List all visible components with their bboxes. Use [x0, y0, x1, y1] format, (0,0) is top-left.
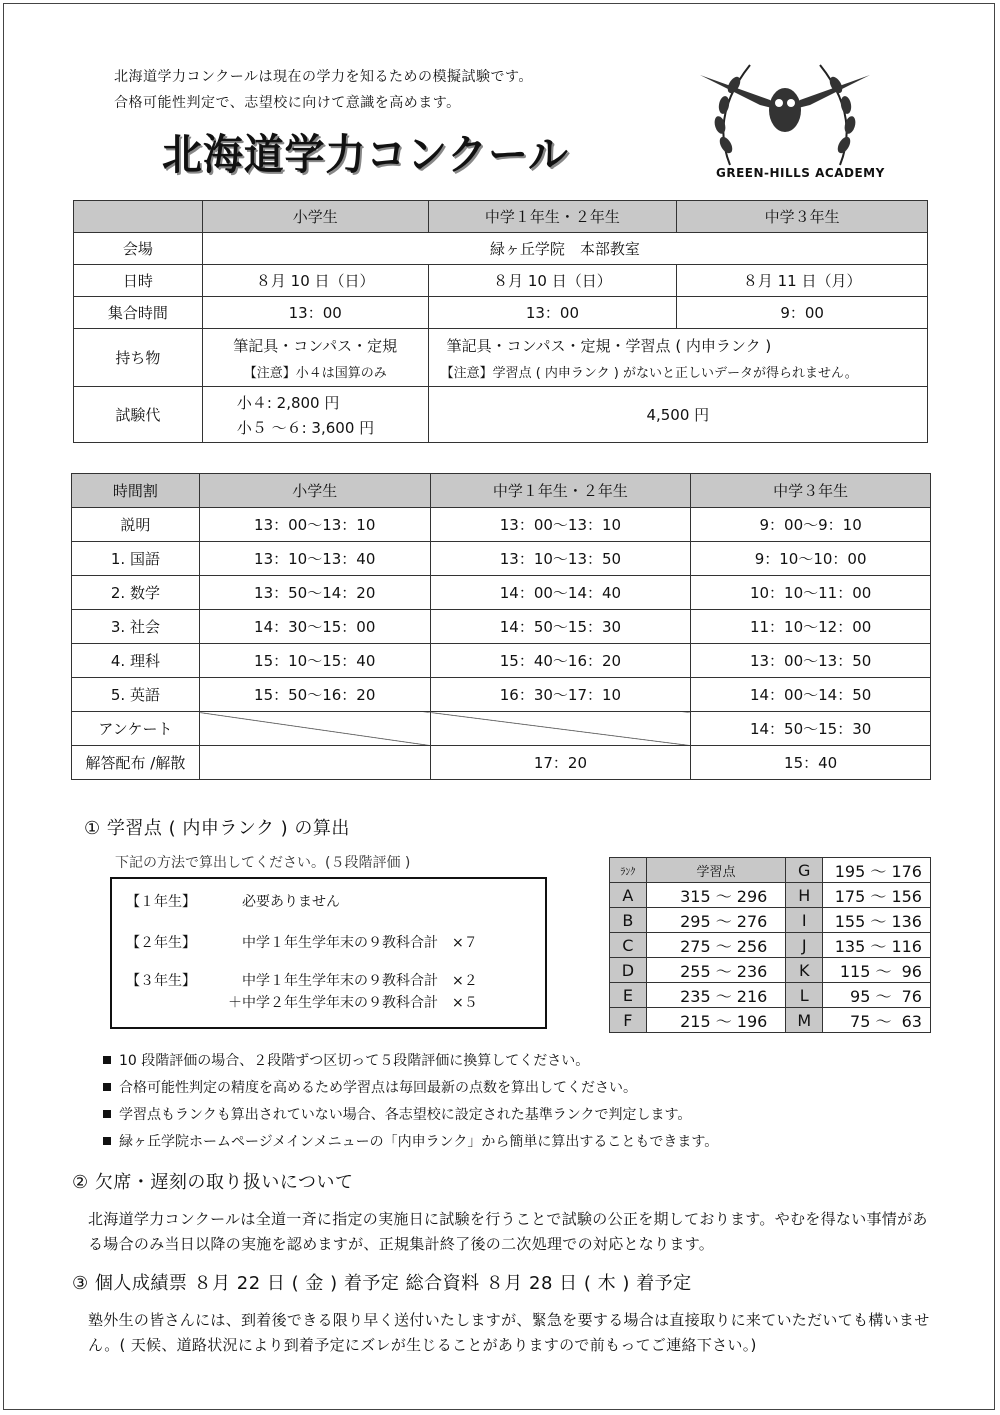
- rank-range: 155 ～ 136: [823, 908, 931, 933]
- time-cell: 9：00～9：10: [691, 508, 931, 542]
- gather-elementary: 13：00: [202, 297, 428, 329]
- date-label: 日時: [74, 265, 203, 297]
- fee-elementary-56: 小５ ～６: 3,600 円: [236, 418, 375, 437]
- timetable-header-middle12: 中学１年生・２年生: [430, 474, 691, 508]
- section2-body: 北海道学力コンクールは全道一斉に指定の実施日に試験を行うことで試験の公正を期しております。やむを得ない事情がある場合のみ当日以降の実施を認めますが、正規集計終了後の二次処理での対応となります。: [88, 1210, 928, 1253]
- grade2-label: 【２年生】: [126, 935, 196, 951]
- rank-letter: H: [786, 883, 823, 908]
- bullet-text: 10 段階評価の場合、２段階ずつ区切って５段階評価に換算してください。: [119, 1053, 590, 1069]
- rank-range: 95 ～ 76: [823, 983, 931, 1008]
- rank-letter: L: [786, 983, 823, 1008]
- items-elementary: [202, 329, 428, 387]
- rank-letter: K: [786, 958, 823, 983]
- grade3-text-2: ＋中学２年生学年末の９教科合計 ×５: [228, 995, 478, 1011]
- gather-label: 集合時間: [74, 297, 203, 329]
- info-header-elementary: 小学生: [202, 201, 428, 233]
- row-label: アンケート: [72, 712, 200, 746]
- rank-letter: M: [786, 1008, 823, 1033]
- grade3-text: 中学１年生学年末の９教科合計 ×２: [242, 973, 478, 989]
- logo-text: GREEN-HILLS ACADEMY: [716, 166, 885, 180]
- intro-line-1: 北海道学力コンクールは現在の学力を知るための模擬試験です。: [114, 69, 533, 85]
- date-middle12: ８月 10 日（日）: [428, 265, 677, 297]
- items-label: 持ち物: [74, 329, 203, 387]
- time-cell: 14：00～14：50: [691, 678, 931, 712]
- time-cell: 17：20: [430, 746, 691, 780]
- table-row: [72, 644, 931, 678]
- rank-range: 215 ～ 196: [646, 1008, 786, 1033]
- diagonal-cell: [199, 712, 430, 746]
- rank-range: 295 ～ 276: [646, 908, 786, 933]
- row-label: 4. 理科: [72, 644, 200, 678]
- grade1-label: 【１年生】: [126, 894, 196, 910]
- rank-letter: F: [610, 1008, 647, 1033]
- bullet-icon: [103, 1110, 111, 1118]
- section1-note: 下記の方法で算出してください。(５段階評価 ): [115, 855, 411, 871]
- grade1-text: 必要ありません: [242, 894, 340, 910]
- time-cell: 13：00～13：10: [199, 508, 430, 542]
- row-label: 5. 英語: [72, 678, 200, 712]
- timetable-header-label: 時間割: [72, 474, 200, 508]
- bullet-icon: [103, 1137, 111, 1145]
- time-cell: 14：50～15：30: [430, 610, 691, 644]
- grade3-label: 【３年生】: [126, 973, 196, 989]
- table-row: [72, 746, 931, 780]
- rank-range: 175 ～ 156: [823, 883, 931, 908]
- time-cell: 13：10～13：50: [430, 542, 691, 576]
- time-cell: 14：00～14：40: [430, 576, 691, 610]
- bullet-text: 学習点もランクも算出されていない場合、各志望校に設定された基準ランクで判定します。: [119, 1107, 692, 1123]
- diagonal-cell: [430, 712, 691, 746]
- section3-body: 塾外生の皆さんには、到着後できる限り早く送付いたしますが、緊急を要する場合は直接取りに来ていただいても構いません。( 天候、道路状況により到着予定にズレが生じることがありますので前もってご連絡下さい。): [88, 1311, 930, 1354]
- intro-line-2: 合格可能性判定で、志望校に向けて意識を高めます。: [114, 95, 461, 111]
- bullet-text: 緑ヶ丘学院ホームページメインメニューの「内申ランク」から簡単に算出することもできます。: [119, 1134, 719, 1150]
- points-header: 学習点: [646, 858, 786, 883]
- list-item: [103, 1131, 718, 1151]
- time-cell: 9：10～10：00: [691, 542, 931, 576]
- table-row: [72, 508, 931, 542]
- list-item: [103, 1077, 637, 1097]
- table-row: [72, 678, 931, 712]
- info-header-middle12: 中学１年生・２年生: [428, 201, 677, 233]
- rank-letter: A: [610, 883, 647, 908]
- items-middle: [428, 329, 927, 387]
- row-label: 1. 国語: [72, 542, 200, 576]
- info-table: [73, 200, 928, 443]
- time-cell: 14：30～15：00: [199, 610, 430, 644]
- items-elementary-note: 【注意】小４は国算のみ: [243, 365, 387, 381]
- row-label: 3. 社会: [72, 610, 200, 644]
- row-label: 説明: [72, 508, 200, 542]
- time-cell: 15：40: [691, 746, 931, 780]
- time-cell: 15：50～16：20: [199, 678, 430, 712]
- time-cell: 16：30～17：10: [430, 678, 691, 712]
- rank-range: 275 ～ 256: [646, 933, 786, 958]
- grade2-text: 中学１年生学年末の９教科合計 ×７: [242, 935, 478, 951]
- gather-middle12: 13：00: [428, 297, 677, 329]
- venue-label: 会場: [74, 233, 203, 265]
- rank-range: 115 ～ 96: [823, 958, 931, 983]
- table-row: [72, 542, 931, 576]
- venue-value: 緑ヶ丘学院 本部教室: [202, 233, 927, 265]
- fee-middle: 4,500 円: [428, 387, 927, 443]
- rank-range: 135 ～ 116: [823, 933, 931, 958]
- rank-range: 75 ～ 63: [823, 1008, 931, 1033]
- rank-range: 235 ～ 216: [646, 983, 786, 1008]
- time-cell: 14：50～15：30: [691, 712, 931, 746]
- page-title: 北海道学力コンクール: [162, 130, 569, 179]
- timetable-header-middle3: 中学３年生: [691, 474, 931, 508]
- time-cell: 13：00～13：10: [430, 508, 691, 542]
- rank-range: 255 ～ 236: [646, 958, 786, 983]
- list-item: [103, 1104, 691, 1124]
- info-header-middle3: 中学３年生: [677, 201, 928, 233]
- fee-label: 試験代: [74, 387, 203, 443]
- rank-letter: E: [610, 983, 647, 1008]
- bullet-icon: [103, 1056, 111, 1064]
- timetable-header-elementary: 小学生: [199, 474, 430, 508]
- table-row: [72, 712, 931, 746]
- rank-header: ﾗﾝｸ: [610, 858, 647, 883]
- items-middle-text: 筆記具・コンパス・定規・学習点 ( 内申ランク ): [446, 336, 772, 355]
- time-cell: 10：10～11：00: [691, 576, 931, 610]
- time-cell: 15：10～15：40: [199, 644, 430, 678]
- time-cell: 11：10～12：00: [691, 610, 931, 644]
- bullet-icon: [103, 1083, 111, 1091]
- section3-title: ③ 個人成績票 ８月 22 日 ( 金 ) 着予定 総合資料 ８月 28 日 ( 木 ) 着予定: [72, 1273, 692, 1294]
- time-cell: 13：10～13：40: [199, 542, 430, 576]
- bullet-text: 合格可能性判定の精度を高めるため学習点は毎回最新の点数を算出してください。: [119, 1080, 637, 1096]
- rank-range: 315 ～ 296: [646, 883, 786, 908]
- rank-table: [609, 857, 931, 1033]
- table-row: [72, 610, 931, 644]
- row-label: 解答配布 /解散: [72, 746, 200, 780]
- rank-letter: C: [610, 933, 647, 958]
- date-middle3: ８月 11 日（月）: [677, 265, 928, 297]
- rank-range: 195 ～ 176: [823, 858, 931, 883]
- date-elementary: ８月 10 日（日）: [202, 265, 428, 297]
- timetable: [71, 473, 931, 780]
- items-middle-note: 【注意】学習点 ( 内申ランク ) がないと正しいデータが得られません。: [440, 365, 858, 381]
- rank-letter: B: [610, 908, 647, 933]
- rank-letter: D: [610, 958, 647, 983]
- table-row: [72, 576, 931, 610]
- items-elementary-text: 筆記具・コンパス・定規: [233, 336, 398, 355]
- section1-title: ① 学習点 ( 内申ランク ) の算出: [84, 818, 350, 839]
- section2-title: ② 欠席・遅刻の取り扱いについて: [72, 1172, 354, 1193]
- list-item: [103, 1050, 589, 1070]
- time-cell: 15：40～16：20: [430, 644, 691, 678]
- time-cell: 13：50～14：20: [199, 576, 430, 610]
- fee-elementary-4: 小４: 2,800 円: [236, 393, 340, 412]
- info-header-blank: [74, 201, 203, 233]
- time-cell: 13：00～13：50: [691, 644, 931, 678]
- empty-cell: [199, 746, 430, 780]
- calc-method-box: [110, 877, 547, 1029]
- rank-letter: G: [786, 858, 823, 883]
- row-label: 2. 数学: [72, 576, 200, 610]
- rank-letter: J: [786, 933, 823, 958]
- gather-middle3: 9：00: [677, 297, 928, 329]
- rank-letter: I: [786, 908, 823, 933]
- fee-elementary: [202, 387, 428, 443]
